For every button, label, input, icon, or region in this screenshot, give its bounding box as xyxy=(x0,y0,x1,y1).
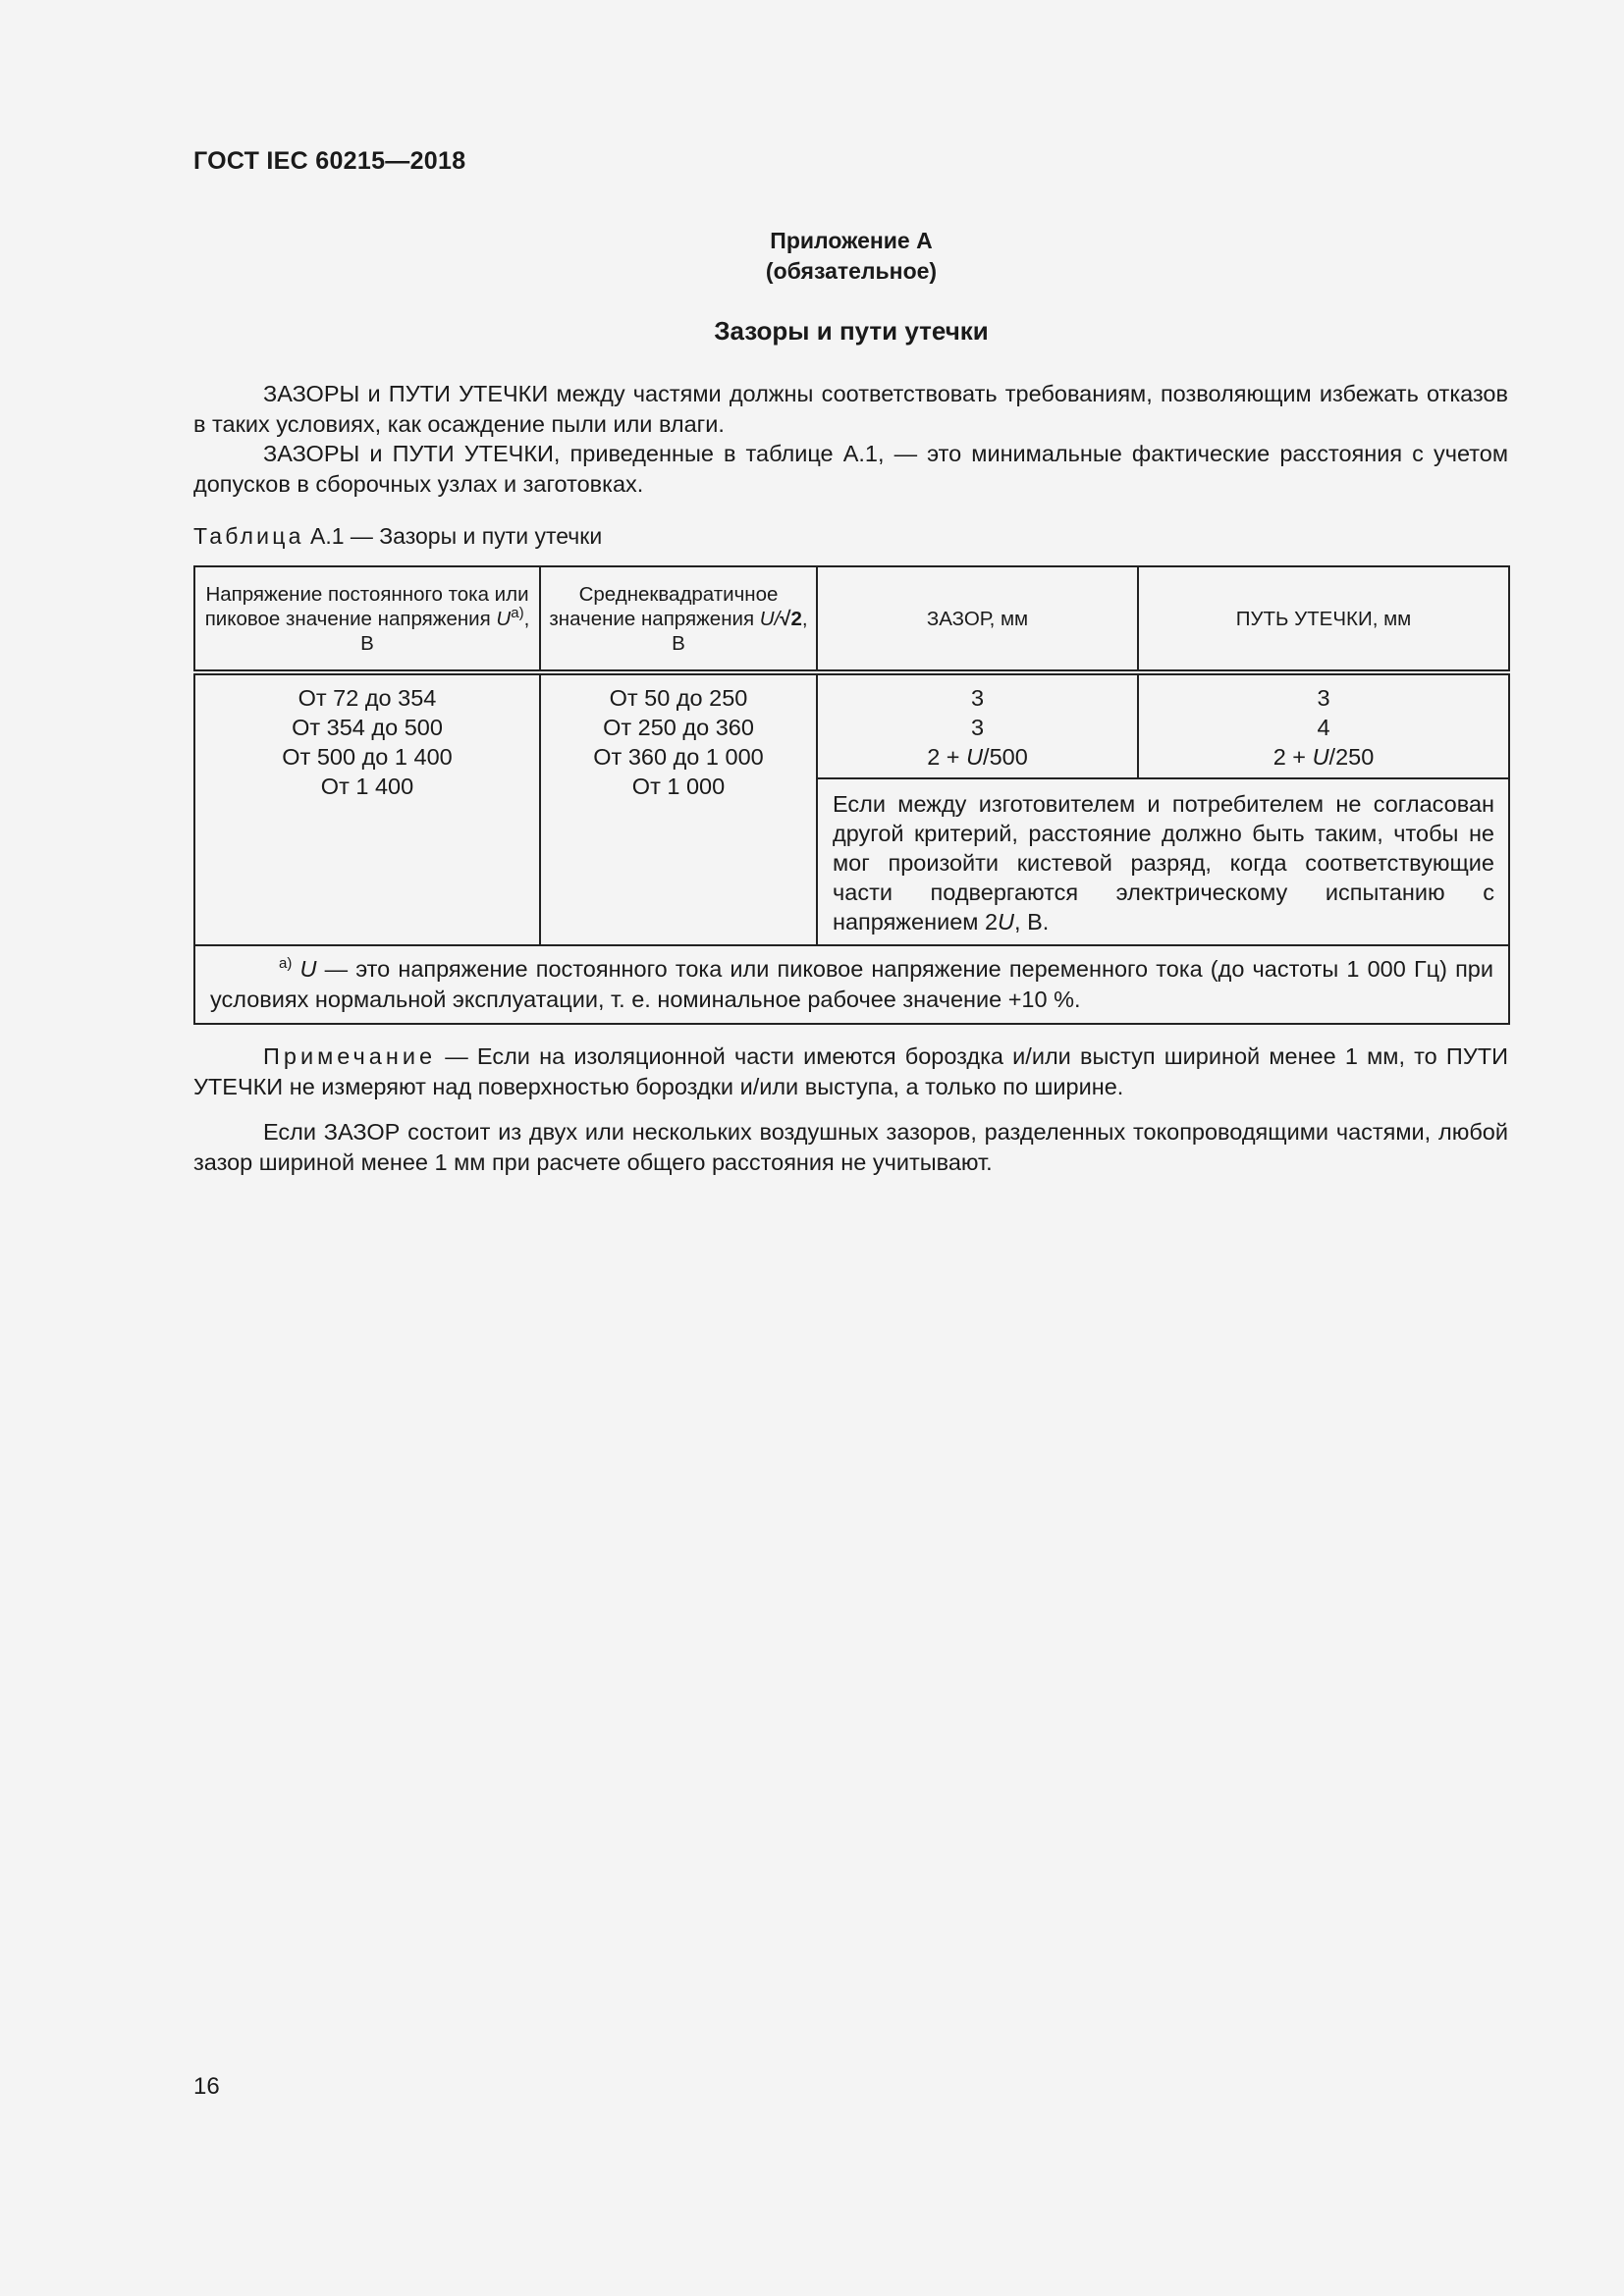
creepage-value-2: 4 xyxy=(1317,715,1330,740)
sqrt-symbol: √2 xyxy=(780,607,802,630)
clearance-value-3: 2 + U/500 xyxy=(927,744,1028,770)
appendix-title: Приложение А xyxy=(770,228,933,253)
table-header-row xyxy=(194,566,1509,672)
dc-range-2: От 354 до 500 xyxy=(292,715,443,740)
table-footnote: $^{а)}$ U — это напряжение постоянного тока или пиковое напряжение переменного тока (до частоты 1 000 Гц) при условиях нормальной эксплуатации, т. е. номинальное рабочее значение +10 %. xyxy=(194,945,1509,1024)
dc-range-3: От 500 до 1 400 xyxy=(282,744,453,770)
intro-paragraph-2: ЗАЗОРЫ и ПУТИ УТЕЧКИ, приведенные в таблице А.1, — это минимальные фактические расстояния с учетом допусков в сборочных узлах и заготовках. xyxy=(193,441,1508,497)
appendix-heading xyxy=(193,226,1509,287)
creepage-values xyxy=(1138,672,1509,778)
footnote-mark: а) xyxy=(279,955,293,973)
table-caption-word: Таблица xyxy=(193,523,304,549)
note-paragraph-1: Примечание — Если на изоляционной части имеются бороздка и/или выступ шириной менее 1 мм, то ПУТИ УТЕЧКИ не измеряют над поверхностью бороздки и/или выступа, а только по ширине. xyxy=(193,1043,1509,1099)
clearance-value-1: 3 xyxy=(970,685,985,711)
intro-paragraph-1: ЗАЗОРЫ и ПУТИ УТЕЧКИ между частями должны соответствовать требованиям, позволяющим избежать отказов в таких условиях, как осаждение пыли или влаги. xyxy=(193,381,1508,437)
table-caption-title: А.1 — Зазоры и пути утечки xyxy=(303,523,603,549)
rms-range-3: От 360 до 1 000 xyxy=(593,744,764,770)
table-footnote-row xyxy=(194,945,1509,1024)
creepage-value-3: 2 + U/250 xyxy=(1272,744,1375,770)
header-dc-voltage: Напряжение постоянного тока или пиковое значение напряжения $U^{а)}$, В xyxy=(194,566,540,672)
note-paragraph-2: Если ЗАЗОР состоит из двух или нескольких воздушных зазоров, разделенных токопроводящими частями, любой зазор шириной менее 1 мм при расчете общего расстояния не учитывают. xyxy=(193,1119,1508,1175)
creepage-value-1: 3 xyxy=(1317,685,1330,711)
table-caption xyxy=(193,523,602,550)
section-title: Зазоры и пути утечки xyxy=(714,316,989,346)
table-note-cell: Если между изготовителем и потребителем не согласован другой критерий, расстояние должно быть таким, чтобы не мог произойти кистевой разряд, когда соответствующие части подвергаются электрическому испытанию с напряжением 2U, В. xyxy=(817,778,1509,945)
intro-text xyxy=(193,379,1508,499)
header-rms-voltage: Среднеквадратичное значение напряжения U/√2, В xyxy=(540,566,817,672)
dc-range-4: От 1 400 xyxy=(320,774,414,799)
rms-range-4: От 1 000 xyxy=(631,774,726,799)
notes-section xyxy=(193,1041,1508,1193)
clearance-value-2: 3 xyxy=(970,715,985,740)
rms-voltage-ranges xyxy=(540,672,817,945)
rms-range-1: От 50 до 250 xyxy=(609,685,748,711)
clearance-table xyxy=(193,565,1510,1025)
appendix-status: (обязательное) xyxy=(765,258,938,284)
rms-range-2: От 250 до 360 xyxy=(603,715,754,740)
dc-voltage-ranges xyxy=(194,672,540,945)
note-label: Примечание xyxy=(263,1043,437,1069)
document-header: ГОСТ IEC 60215—2018 xyxy=(193,147,466,175)
clearance-values xyxy=(817,672,1138,778)
page-number: 16 xyxy=(193,2073,220,2100)
table-row xyxy=(194,672,1509,778)
header-creepage: ПУТЬ УТЕЧКИ, мм xyxy=(1138,566,1509,672)
dc-range-1: От 72 до 354 xyxy=(298,685,437,711)
header-clearance: ЗАЗОР, мм xyxy=(817,566,1138,672)
